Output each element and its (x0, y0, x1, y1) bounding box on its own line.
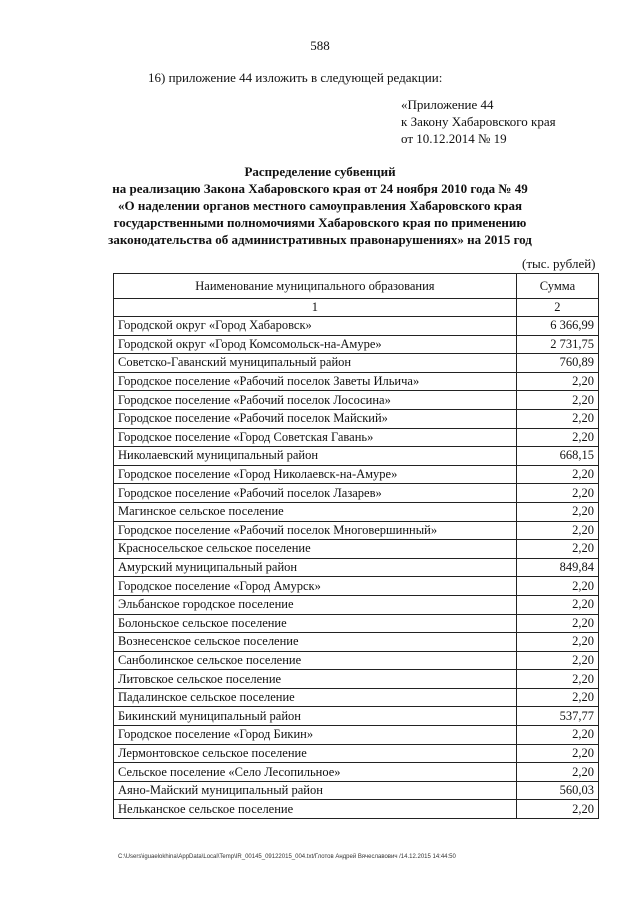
header-name-cell: Наименование муниципального образования (114, 274, 517, 299)
appendix-reference (401, 96, 556, 147)
amount-cell: 668,15 (516, 447, 598, 466)
municipality-name-cell: Нельканское сельское поселение (114, 800, 517, 819)
table-row (114, 465, 599, 484)
municipality-name-cell: Санболинское сельское поселение (114, 651, 517, 670)
municipality-name-cell: Городское поселение «Рабочий поселок Заветы Ильича» (114, 372, 517, 391)
municipality-name-cell: Бикинский муниципальный район (114, 707, 517, 726)
title-line: на реализацию Закона Хабаровского края от 24 ноября 2010 года № 49 (112, 181, 528, 196)
table-row (114, 317, 599, 336)
file-path-footer: C:\Users\iguaelokhina\AppData\Local\Temp\IR_00145_09122015_004.txt/Глотов Андрей Вячеславович /14.12.2015 14:44:50 (118, 854, 456, 860)
municipality-name-cell: Городское поселение «Город Амурск» (114, 577, 517, 596)
colnum-2-cell: 2 (516, 299, 598, 317)
table-row (114, 744, 599, 763)
header-sum-cell: Сумма (516, 274, 598, 299)
amount-cell: 560,03 (516, 781, 598, 800)
title-line: «О наделении органов местного самоуправления Хабаровского края (118, 198, 522, 213)
table-row (114, 633, 599, 652)
amount-cell: 2,20 (516, 670, 598, 689)
table-row (114, 577, 599, 596)
amount-cell: 849,84 (516, 558, 598, 577)
table-row (114, 540, 599, 559)
page-number: 588 (310, 38, 330, 53)
amount-cell: 2,20 (516, 651, 598, 670)
municipality-name-cell: Городское поселение «Рабочий поселок Майский» (114, 409, 517, 428)
amount-cell: 6 366,99 (516, 317, 598, 336)
table-row (114, 800, 599, 819)
document-title (60, 163, 580, 248)
municipality-name-cell: Городское поселение «Рабочий поселок Лососина» (114, 391, 517, 410)
table-row (114, 335, 599, 354)
table-row (114, 502, 599, 521)
unit-label: (тыс. рублей) (522, 256, 596, 271)
amount-cell: 2 731,75 (516, 335, 598, 354)
municipality-name-cell: Городское поселение «Город Бикин» (114, 726, 517, 745)
municipality-name-cell: Амурский муниципальный район (114, 558, 517, 577)
table-row (114, 558, 599, 577)
table-row (114, 521, 599, 540)
appendix-ref-line: «Приложение 44 (401, 97, 494, 112)
table-row (114, 651, 599, 670)
municipality-name-cell: Городское поселение «Город Советская Гавань» (114, 428, 517, 447)
table-row (114, 688, 599, 707)
table-row (114, 409, 599, 428)
municipality-name-cell: Городское поселение «Рабочий поселок Лазарев» (114, 484, 517, 503)
amount-cell: 2,20 (516, 521, 598, 540)
table-row (114, 447, 599, 466)
table-header-row (114, 274, 599, 299)
table-row (114, 781, 599, 800)
table-row (114, 670, 599, 689)
amount-cell: 2,20 (516, 409, 598, 428)
amount-cell: 2,20 (516, 744, 598, 763)
amount-cell: 2,20 (516, 465, 598, 484)
table-row (114, 428, 599, 447)
title-line: государственными полномочиями Хабаровского края по применению (113, 215, 527, 230)
amount-cell: 2,20 (516, 688, 598, 707)
municipality-name-cell: Лермонтовское сельское поселение (114, 744, 517, 763)
amount-cell: 2,20 (516, 502, 598, 521)
municipality-name-cell: Красносельское сельское поселение (114, 540, 517, 559)
table-row (114, 726, 599, 745)
table-row (114, 614, 599, 633)
table-row (114, 391, 599, 410)
municipality-name-cell: Сельское поселение «Село Лесопильное» (114, 763, 517, 782)
amount-cell: 2,20 (516, 614, 598, 633)
municipality-name-cell: Советско-Гаванский муниципальный район (114, 354, 517, 373)
table-row (114, 372, 599, 391)
amount-cell: 2,20 (516, 484, 598, 503)
amount-cell: 2,20 (516, 633, 598, 652)
amount-cell: 2,20 (516, 763, 598, 782)
municipality-name-cell: Эльбанское городское поселение (114, 595, 517, 614)
column-number-row (114, 299, 599, 317)
table-row (114, 595, 599, 614)
municipality-name-cell: Городской округ «Город Комсомольск-на-Амуре» (114, 335, 517, 354)
municipality-name-cell: Магинское сельское поселение (114, 502, 517, 521)
municipality-name-cell: Николаевский муниципальный район (114, 447, 517, 466)
amount-cell: 760,89 (516, 354, 598, 373)
table-row (114, 484, 599, 503)
municipality-name-cell: Вознесенское сельское поселение (114, 633, 517, 652)
amount-cell: 2,20 (516, 372, 598, 391)
municipality-name-cell: Болоньское сельское поселение (114, 614, 517, 633)
amount-cell: 2,20 (516, 577, 598, 596)
amount-cell: 537,77 (516, 707, 598, 726)
municipality-name-cell: Падалинское сельское поселение (114, 688, 517, 707)
subvention-table (113, 273, 599, 819)
appendix-ref-line: к Закону Хабаровского края (401, 114, 556, 129)
amount-cell: 2,20 (516, 800, 598, 819)
table-row (114, 354, 599, 373)
amount-cell: 2,20 (516, 540, 598, 559)
table-row (114, 763, 599, 782)
colnum-1-cell: 1 (114, 299, 517, 317)
municipality-name-cell: Городское поселение «Рабочий поселок Многовершинный» (114, 521, 517, 540)
amount-cell: 2,20 (516, 726, 598, 745)
amount-cell: 2,20 (516, 391, 598, 410)
municipality-name-cell: Городской округ «Город Хабаровск» (114, 317, 517, 336)
title-line: Распределение субвенций (244, 164, 396, 179)
municipality-name-cell: Аяно-Майский муниципальный район (114, 781, 517, 800)
table-row (114, 707, 599, 726)
municipality-name-cell: Литовское сельское поселение (114, 670, 517, 689)
amount-cell: 2,20 (516, 428, 598, 447)
title-line: законодательства об административных правонарушениях» на 2015 год (108, 232, 532, 247)
amount-cell: 2,20 (516, 595, 598, 614)
municipality-name-cell: Городское поселение «Город Николаевск-на-Амуре» (114, 465, 517, 484)
intro-line: 16) приложение 44 изложить в следующей редакции: (148, 70, 443, 85)
appendix-ref-line: от 10.12.2014 № 19 (401, 131, 507, 146)
